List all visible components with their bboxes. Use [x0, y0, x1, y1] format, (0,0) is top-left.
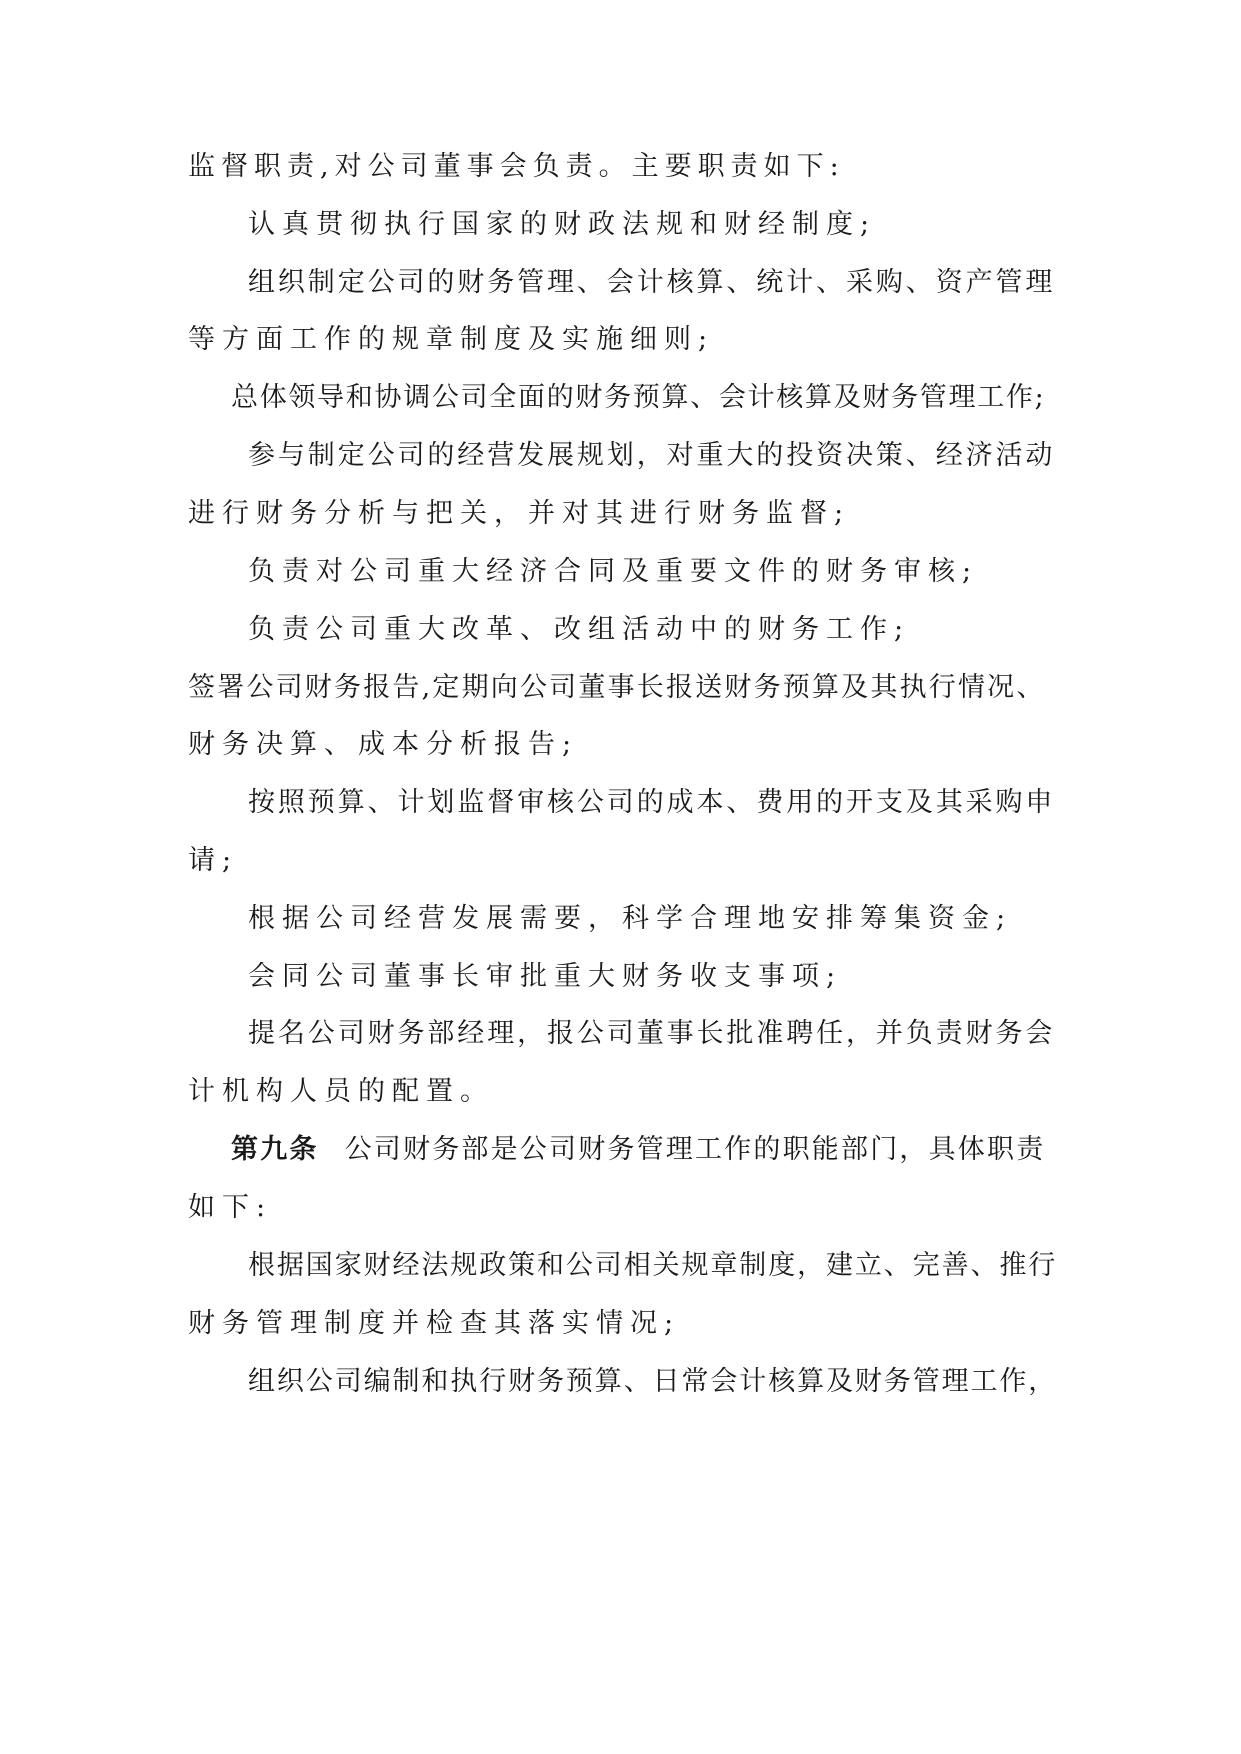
body-line: 根据国家财经法规政策和公司相关规章制度，建立、完善、推行 [248, 1250, 1058, 1281]
body-line: 签署公司财务报告,定期向公司董事长报送财务预算及其执行情况、 [188, 672, 1046, 703]
body-line: 总体领导和协调公司全面的财务预算、会计核算及财务管理工作; [231, 382, 1046, 413]
body-line: 负责公司重大改革、改组活动中的财务工作; [248, 614, 911, 645]
body-line: 如下: [188, 1192, 273, 1223]
body-line: 财务管理制度并检查其落实情况; [188, 1308, 681, 1339]
body-line: 财务决算、成本分析报告; [188, 729, 579, 760]
body-line: 监督职责,对公司董事会负责。主要职责如下: [188, 151, 845, 182]
body-line: 进行财务分析与把关，并对其进行财务监督; [188, 498, 851, 529]
body-line: 组织公司编制和执行财务预算、日常会计核算及财务管理工作， [248, 1366, 1058, 1397]
body-line: 认真贯彻执行国家的财政法规和财经制度; [248, 209, 877, 240]
body-line: 会同公司董事长审批重大财务收支事项; [248, 961, 843, 992]
body-line: 组织制定公司的财务管理、会计核算、统计、采购、资产管理 [248, 267, 1056, 298]
body-line: 提名公司财务部经理，报公司董事长批准聘任，并负责财务会 [248, 1018, 1056, 1049]
body-line: 参与制定公司的经营发展规划，对重大的投资决策、经济活动 [248, 440, 1056, 471]
body-line: 负责对公司重大经济合同及重要文件的财务审核; [248, 556, 979, 587]
body-line: 计机构人员的配置。 [188, 1076, 494, 1107]
article-line [231, 1133, 1045, 1167]
body-line: 按照预算、计划监督审核公司的成本、费用的开支及其采购申 [248, 787, 1056, 818]
body-line: 等方面工作的规章制度及实施细则; [188, 324, 715, 355]
article-text: 公司财务部是公司财务管理工作的职能部门，具体职责 [344, 1134, 1046, 1165]
body-line: 请; [188, 845, 239, 876]
body-line: 根据公司经营发展需要，科学合理地安排筹集资金; [248, 903, 1013, 934]
article-label: 第九条 [231, 1134, 319, 1165]
